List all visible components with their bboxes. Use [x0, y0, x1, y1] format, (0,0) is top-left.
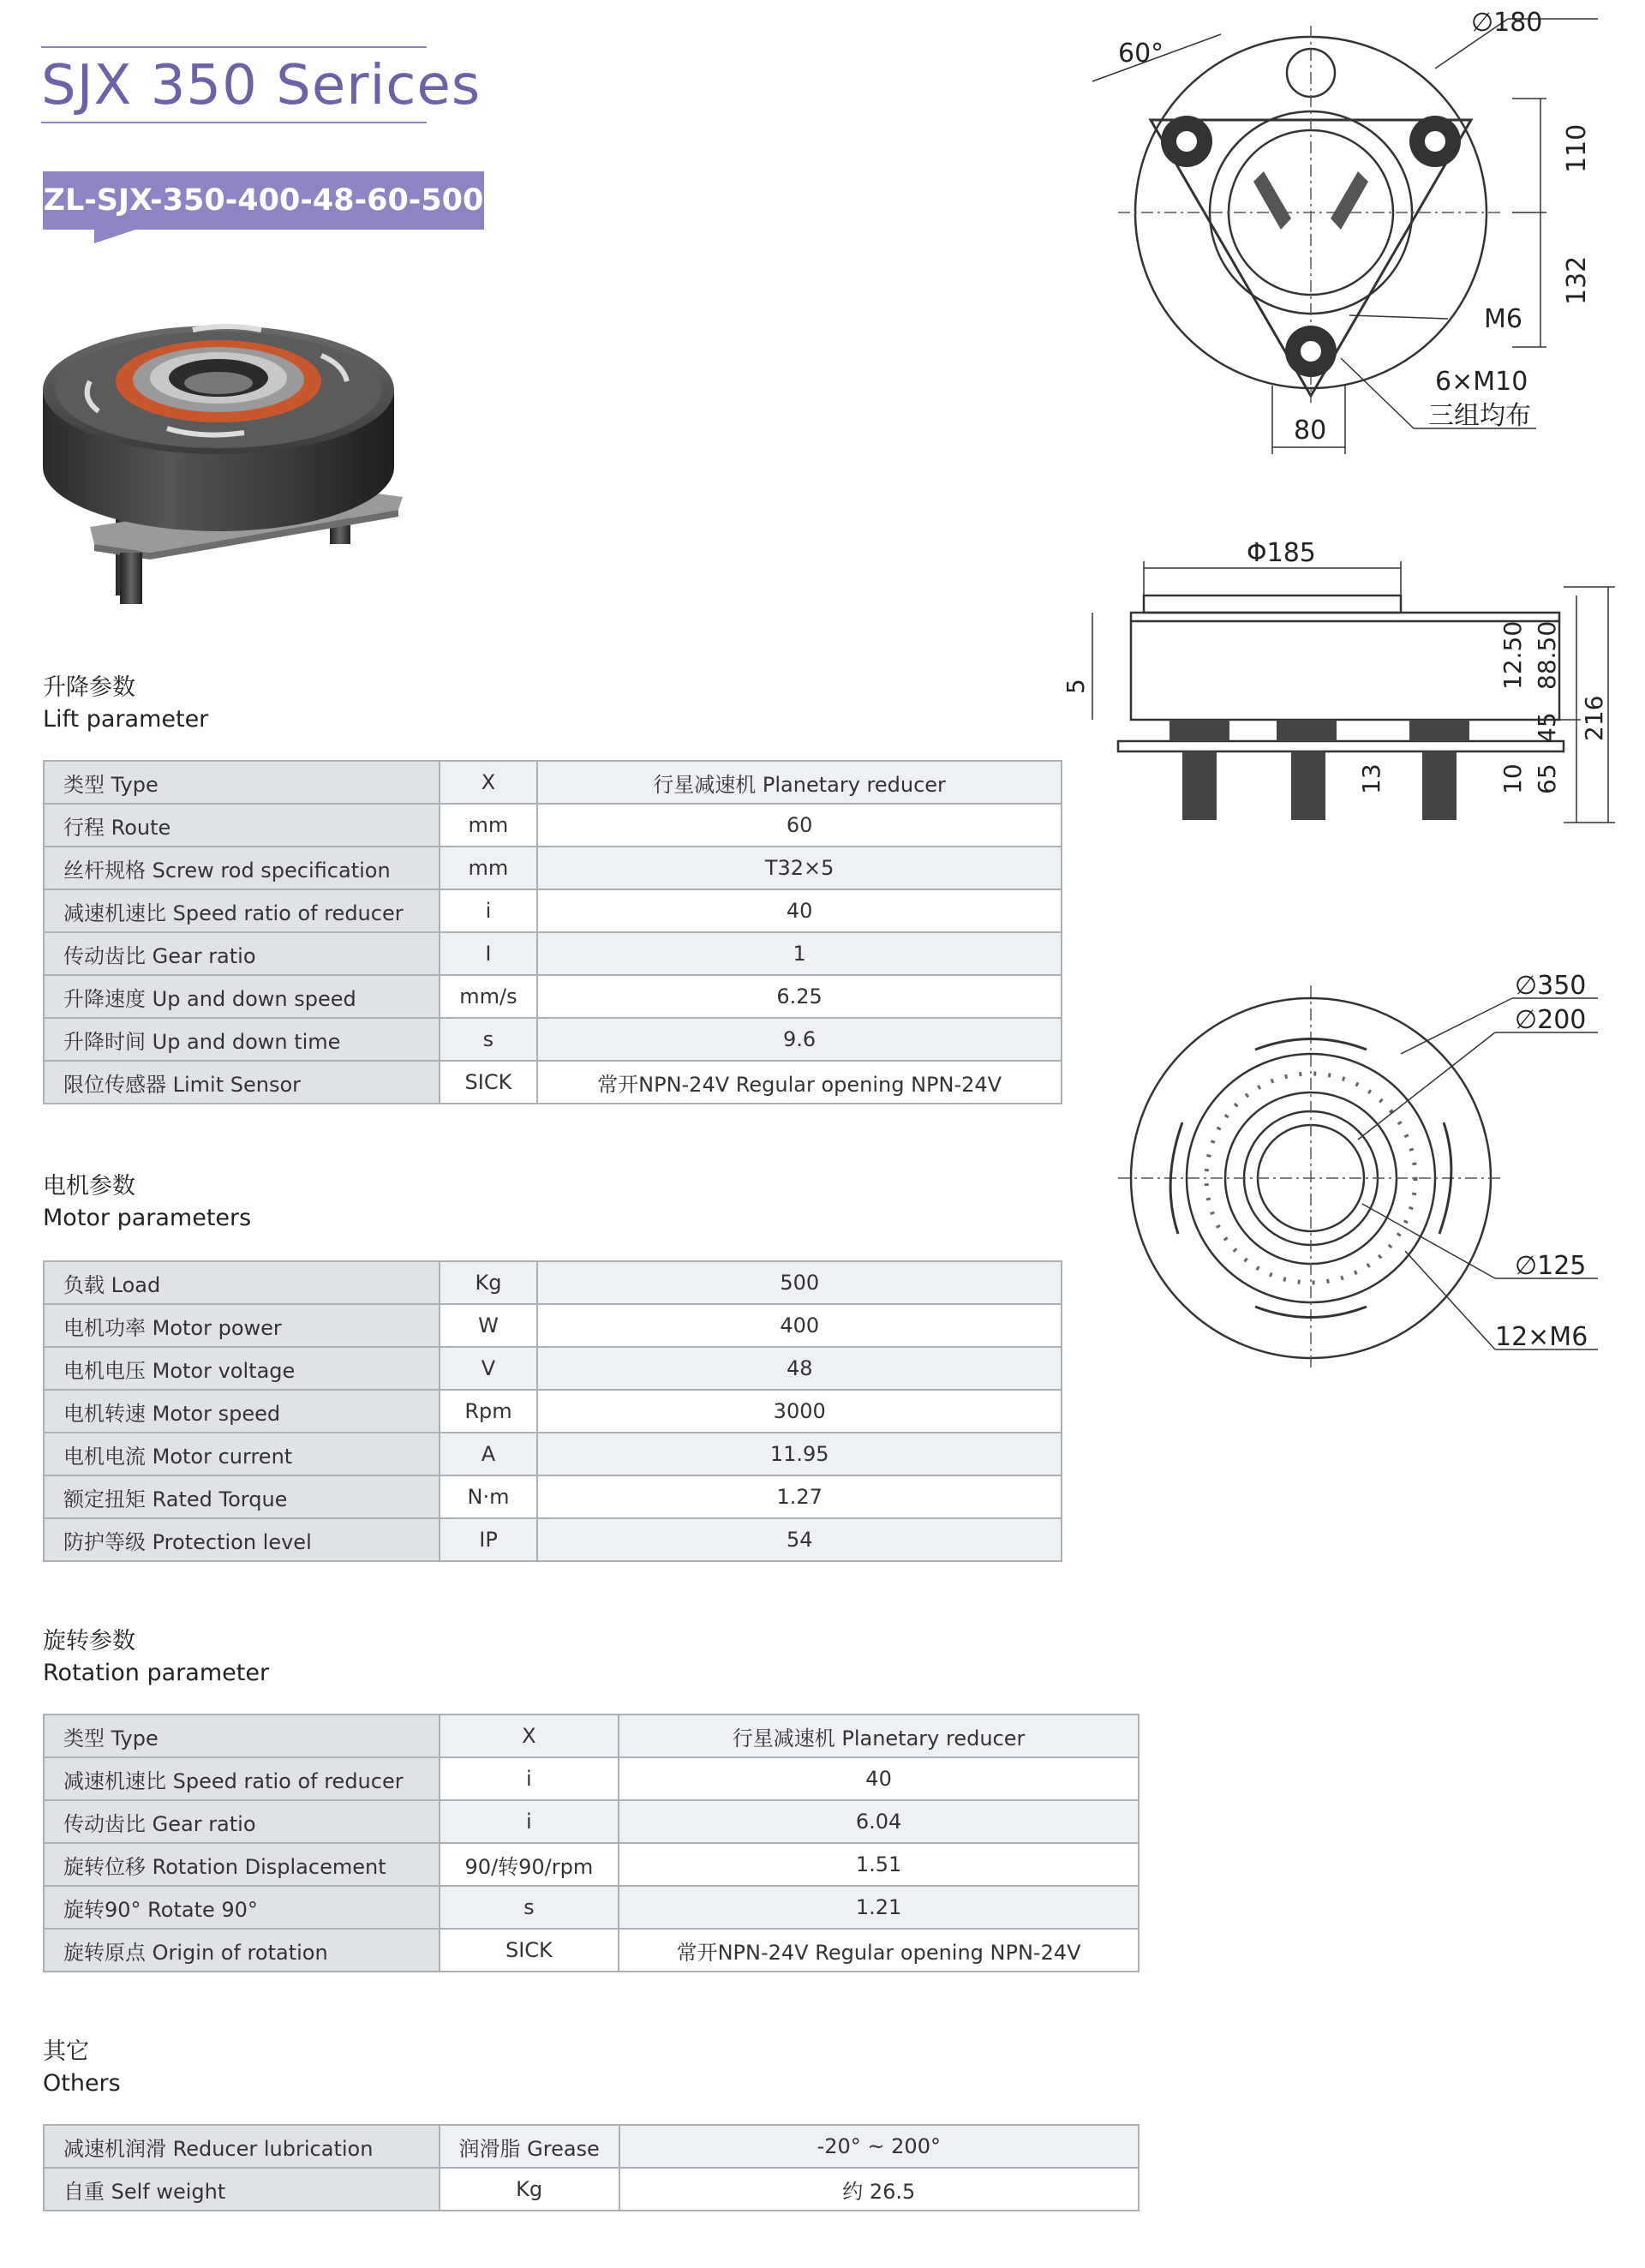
- banner-tail: [94, 230, 135, 243]
- table-row: [44, 1929, 1139, 1972]
- others-heading-cn: 其它: [43, 2038, 89, 2065]
- param-value: -20° ~ 200°: [619, 2125, 1139, 2168]
- param-unit: IP: [440, 1518, 538, 1561]
- title-block: [41, 46, 482, 123]
- lift-table: [43, 760, 1062, 1104]
- param-unit: i: [440, 1757, 619, 1800]
- dim-110: 110: [1562, 123, 1592, 173]
- param-name: 旋转位移 Rotation Displacement: [44, 1843, 440, 1886]
- param-value: 常开NPN-24V Regular opening NPN-24V: [537, 1061, 1062, 1104]
- param-value: 40: [619, 1757, 1139, 1800]
- param-unit: mm: [440, 847, 538, 889]
- dim-216: 216: [1580, 695, 1608, 741]
- param-unit: i: [440, 1800, 619, 1843]
- table-row: [44, 1061, 1062, 1104]
- dim-thread: M6: [1484, 304, 1522, 334]
- bolt-group-right: [1409, 116, 1461, 167]
- param-name: 电机转速 Motor speed: [44, 1390, 440, 1433]
- table-row: [44, 2168, 1139, 2211]
- table-row: [44, 1347, 1062, 1390]
- dim-65: 65: [1533, 763, 1561, 794]
- param-unit: X: [440, 1714, 619, 1757]
- param-unit: X: [440, 761, 538, 804]
- param-name: 电机电压 Motor voltage: [44, 1347, 440, 1390]
- others-heading-en: Others: [43, 2070, 121, 2097]
- param-unit: A: [440, 1433, 538, 1475]
- table-row: [44, 847, 1062, 889]
- param-value: 11.95: [537, 1433, 1062, 1475]
- param-unit: mm/s: [440, 975, 538, 1018]
- table-row: [44, 1018, 1062, 1061]
- param-value: 60: [537, 804, 1062, 847]
- param-value: 1.21: [619, 1886, 1139, 1929]
- param-unit: i: [440, 889, 538, 932]
- param-unit: 90/转90/rpm: [440, 1843, 619, 1886]
- dim-13: 13: [1357, 763, 1385, 794]
- dim-d200: ∅200: [1515, 1005, 1587, 1035]
- dim-45: 45: [1533, 712, 1561, 743]
- table-row: [44, 1304, 1062, 1347]
- motor-heading-cn: 电机参数: [43, 1173, 135, 1200]
- dim-d350: ∅350: [1515, 971, 1587, 1001]
- table-row: [44, 1886, 1139, 1929]
- param-value: 400: [537, 1304, 1062, 1347]
- rotation-heading: [43, 1625, 269, 1689]
- param-value: 6.04: [619, 1800, 1139, 1843]
- param-unit: s: [440, 1886, 619, 1929]
- param-name: 丝杆规格 Screw rod specification: [44, 847, 440, 889]
- param-value: 1: [537, 932, 1062, 975]
- table-row: [44, 1433, 1062, 1475]
- param-name: 减速机润滑 Reducer lubrication: [44, 2125, 440, 2168]
- param-name: 类型 Type: [44, 1714, 440, 1757]
- param-value: 行星减速机 Planetary reducer: [619, 1714, 1139, 1757]
- param-unit: mm: [440, 804, 538, 847]
- param-value: 6.25: [537, 975, 1062, 1018]
- motor-table: [43, 1260, 1062, 1562]
- param-name: 传动齿比 Gear ratio: [44, 932, 440, 975]
- param-name: 旋转原点 Origin of rotation: [44, 1929, 440, 1972]
- param-name: 限位传感器 Limit Sensor: [44, 1061, 440, 1104]
- param-value: 约 26.5: [619, 2168, 1139, 2211]
- dim-side-diameter: Φ185: [1247, 538, 1316, 568]
- param-unit: N·m: [440, 1475, 538, 1518]
- lift-heading-cn: 升降参数: [43, 674, 135, 701]
- param-name: 自重 Self weight: [44, 2168, 440, 2211]
- param-name: 额定扭矩 Rated Torque: [44, 1475, 440, 1518]
- param-name: 旋转90° Rotate 90°: [44, 1886, 440, 1929]
- motor-table-body: [44, 1261, 1062, 1561]
- top-view-drawing: [1067, 0, 1624, 480]
- param-name: 类型 Type: [44, 761, 440, 804]
- param-value: 500: [537, 1261, 1062, 1304]
- dim-bolts-note: 三组均布: [1428, 401, 1531, 431]
- param-unit: V: [440, 1347, 538, 1390]
- param-unit: 润滑脂 Grease: [440, 2125, 619, 2168]
- dim-5: 5: [1062, 679, 1090, 694]
- table-row: [44, 1757, 1139, 1800]
- param-name: 传动齿比 Gear ratio: [44, 1800, 440, 1843]
- rotation-table: [43, 1714, 1140, 1972]
- table-row: [44, 1261, 1062, 1304]
- dim-angle: 60°: [1118, 39, 1164, 69]
- table-row: [44, 1800, 1139, 1843]
- table-row: [44, 761, 1062, 804]
- dim-top-diameter: ∅180: [1471, 8, 1543, 38]
- bottom-view-drawing: [1067, 968, 1624, 1397]
- table-row: [44, 1475, 1062, 1518]
- param-value: 行星减速机 Planetary reducer: [537, 761, 1062, 804]
- param-name: 负载 Load: [44, 1261, 440, 1304]
- rotation-heading-cn: 旋转参数: [43, 1628, 135, 1655]
- table-row: [44, 1714, 1139, 1757]
- param-name: 行程 Route: [44, 804, 440, 847]
- rotation-table-body: [44, 1714, 1139, 1972]
- param-unit: Kg: [440, 2168, 619, 2211]
- rotation-heading-en: Rotation parameter: [43, 1660, 270, 1686]
- table-row: [44, 2125, 1139, 2168]
- param-unit: SICK: [440, 1929, 619, 1972]
- param-unit: SICK: [440, 1061, 538, 1104]
- product-image: [39, 296, 407, 621]
- motor-heading-en: Motor parameters: [43, 1205, 252, 1231]
- table-row: [44, 1390, 1062, 1433]
- param-value: 54: [537, 1518, 1062, 1561]
- param-unit: s: [440, 1018, 538, 1061]
- param-value: 9.6: [537, 1018, 1062, 1061]
- table-row: [44, 1843, 1139, 1886]
- table-row: [44, 975, 1062, 1018]
- dim-8850: 88.50: [1533, 620, 1561, 690]
- dim-bolts: 6×M10: [1435, 367, 1528, 397]
- param-unit: Kg: [440, 1261, 538, 1304]
- param-value: 1.51: [619, 1843, 1139, 1886]
- bolt-group-bottom: [1285, 326, 1337, 377]
- param-name: 升降速度 Up and down speed: [44, 975, 440, 1018]
- title-rule-bottom: [41, 122, 427, 123]
- param-value: 1.27: [537, 1475, 1062, 1518]
- param-value: 40: [537, 889, 1062, 932]
- param-name: 电机电流 Motor current: [44, 1433, 440, 1475]
- lift-table-body: [44, 761, 1062, 1104]
- others-table-body: [44, 2125, 1139, 2211]
- dim-1250: 12.50: [1498, 620, 1527, 690]
- param-unit: I: [440, 932, 538, 975]
- param-name: 防护等级 Protection level: [44, 1518, 440, 1561]
- side-view-drawing: [1062, 527, 1624, 835]
- dim-d125: ∅125: [1515, 1251, 1587, 1281]
- others-table: [43, 2124, 1140, 2211]
- dim-80: 80: [1294, 416, 1327, 446]
- others-heading: [43, 2036, 121, 2099]
- param-value: 48: [537, 1347, 1062, 1390]
- bolt-group-left: [1161, 116, 1212, 167]
- lift-heading-en: Lift parameter: [43, 706, 209, 733]
- param-value: 3000: [537, 1390, 1062, 1433]
- dim-10: 10: [1498, 763, 1527, 794]
- param-name: 减速机速比 Speed ratio of reducer: [44, 889, 440, 932]
- table-row: [44, 1518, 1062, 1561]
- model-banner: ZL-SJX-350-400-48-60-500: [43, 171, 484, 230]
- param-name: 减速机速比 Speed ratio of reducer: [44, 1757, 440, 1800]
- dim-132: 132: [1562, 255, 1592, 305]
- table-row: [44, 804, 1062, 847]
- param-unit: Rpm: [440, 1390, 538, 1433]
- param-value: 常开NPN-24V Regular opening NPN-24V: [619, 1929, 1139, 1972]
- table-row: [44, 932, 1062, 975]
- param-unit: W: [440, 1304, 538, 1347]
- param-name: 升降时间 Up and down time: [44, 1018, 440, 1061]
- motor-heading: [43, 1170, 251, 1234]
- param-name: 电机功率 Motor power: [44, 1304, 440, 1347]
- dim-holes: 12×M6: [1495, 1322, 1588, 1352]
- lift-heading: [43, 672, 208, 735]
- page-title: SJX 350 Serices: [41, 54, 482, 117]
- param-value: T32×5: [537, 847, 1062, 889]
- table-row: [44, 889, 1062, 932]
